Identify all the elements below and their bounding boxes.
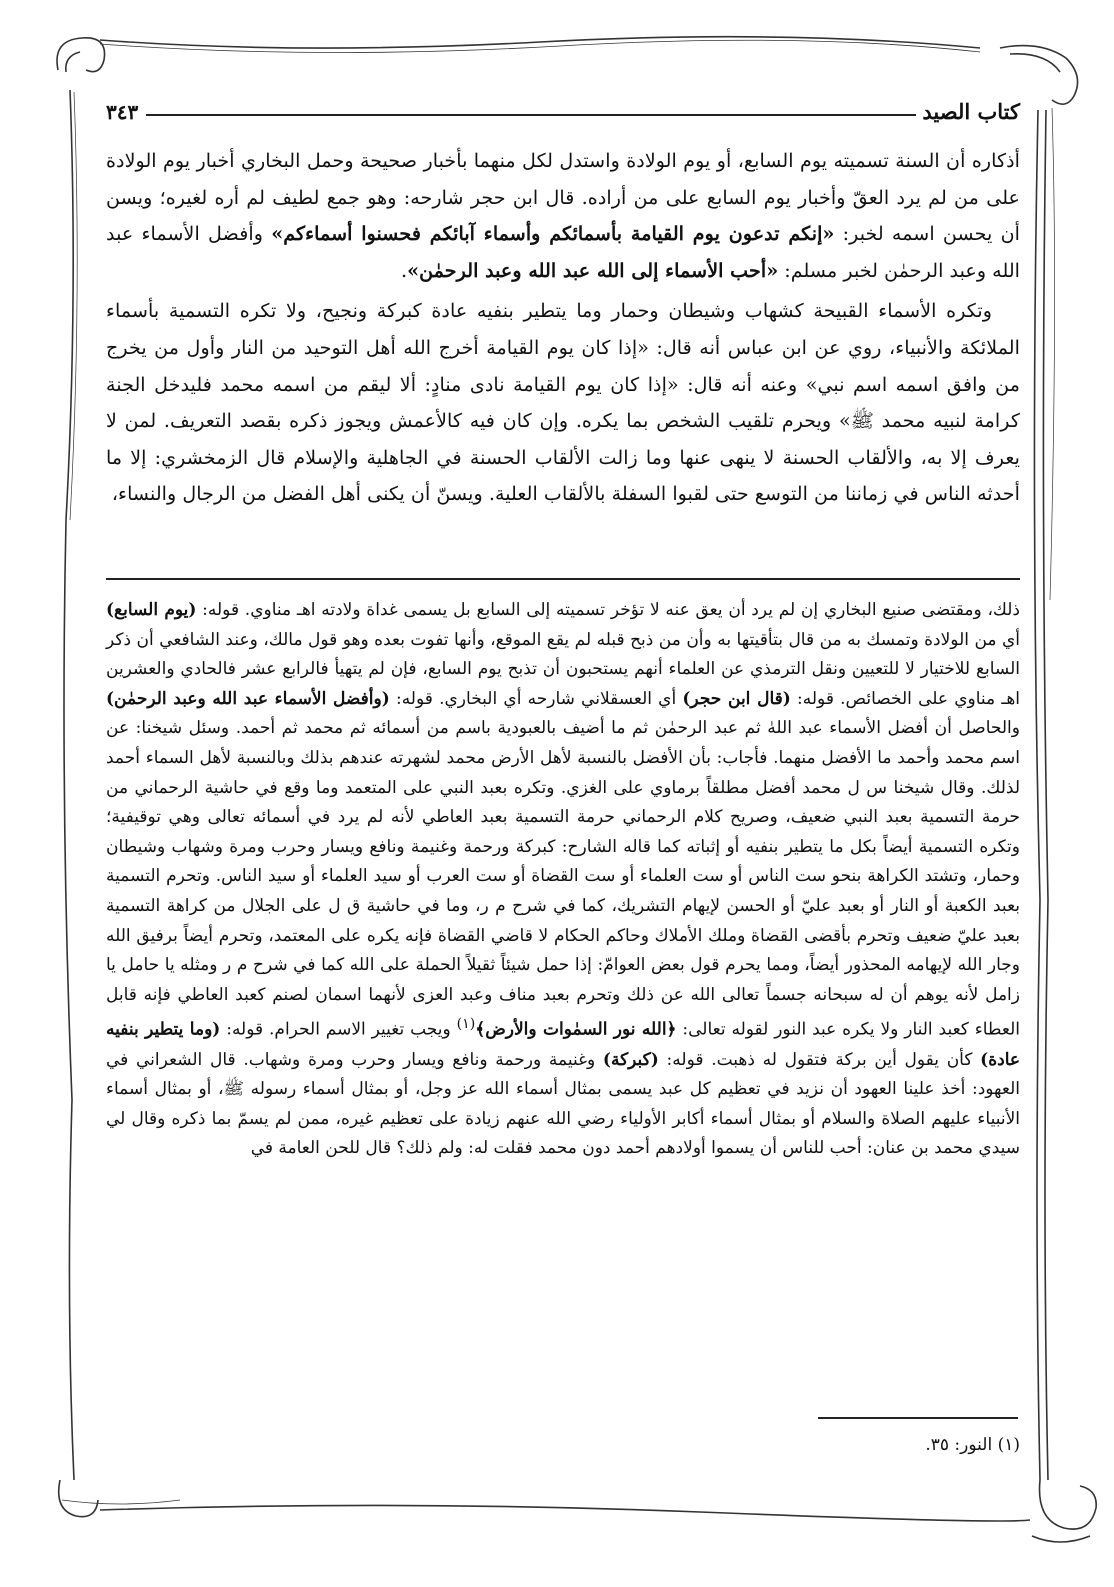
hadith-quote: «إذا كان يوم القيامة نادى منادٍ: ألا ليقم من اسمه محمد فليدخل الجنة كرامة لنبيه محمد ﷺ» [106,372,1020,433]
main-text-block [106,143,1020,513]
commentary-segment: والحاصل أن أفضل الأسماء عبد اللهٰ ثم عبد الرحمٰن ثم ما أضيف بالعبودية باسم من أسمائه ثم محمد ثم أحمد. وسئل شيخنا: عن اسم محمد وأحمد ما الأفضل منهما. فأجاب: بأن الأفضل بالنسبة لأهل الأرض محمد لشهرته عندهم بذلك وبالنسبة لأهل السماء أحمد لذلك. وقال شيخنا س ل محمد أفضل مطلقاً برماوي على الغزي. وتكره بعبد النبي على المتعمد وما وقع في حاشية الرحماني من حرمة التسمية بعبد النبي ضعيف، وصريح كلام الرحماني حرمة التسمية بعبد العاطي لأنه لم يرد في أسمائه تعالى وهي توقيفية؛ وتكره التسمية أيضاً بكل ما يتطير بنفيه أو إثباته كما قاله الشارح: كبركة ورحمة وغنيمة ونافع ويسار وحرب ومرة وشهاب وشيطان وحمار، وتشتد الكراهة بنحو ست الناس أو ست العلماء أو ست القضاة أو ست العرب أو سيد العلماء أو سيد الناس. وتحرم التسمية بعبد الكعبة أو النار أو بعبد عليّ أو الحسن لإيهام التشريك، كما في شرح م ر، وما في حاشية ق ل على الجلال من كراهة التسمية بعبد عليّ ضعيف وتحرم بأقضى القضاة وملك الأملاك وحاكم الحكام لا قاضي القضاة فإنه يكره على المعتمد، وتحرم أيضاً برفيق الله وجار الله لإيهامه المحذور أيضاً، ومما يحرم قول بعض العوامّ: إذا حمل شيئاً ثقيلاً الحملة على الله كما في شرح م ر ومثله يا حامل يا زامل لأنه يوهم أن له سبحانه جسماً تعالى الله عن ذلك وتحرم بعبد مناف وعبد العزى لأنهما اسمان لصنم كعبد العاطي فإنه قابل العطاء كعبد النار ولا يكره عبد النور لقوله تعالى: [106,718,1020,1040]
main-text-segment: وأفضل الأسماء عبد الله وعبد الرحمٰن لخبر مسلم: [106,222,1020,282]
main-text-segment: وعنه أنه قال: [687,372,798,396]
commentary-lemma: (قال ابن حجر) [682,688,791,709]
footnote: (١) النور: ٣٥. [925,1435,1020,1455]
commentary-lemma: (يوم السابع) [106,600,197,620]
commentary-block [106,596,1020,1164]
footnote-separator [818,1417,1018,1419]
footnote-marker: (١) [456,1016,476,1033]
commentary-segment: أي العسقلاني شارحه أي البخاري. قوله: [395,688,677,709]
commentary-segment: ويجب تغيير الاسم الحرام. قوله: [226,1019,451,1040]
main-paragraph [106,143,1020,289]
commentary-segment: أي من الولادة وتمسك به من قال بتأقيتها به وأن من ذبح قبله لم يقع الموقع، وأنها تفوت بعده وهو قول مالك، وعند الشافعي أن ذكر السابع للاختيار لا للتعيين ونقل الترمذي عن العلماء أنهم يستحبون أن تذبح يوم السابع، فإن لم يتهيأ فالرابع عشر فالحادي والعشرين اهـ مناوي على الخصائص. قوله: [106,629,1021,709]
commentary-lemma: (كبركة) [602,1049,659,1070]
main-text-segment: أذكاره أن السنة تسميته يوم السابع، أو يوم الولادة واستدل لكل منهما بأخبار صحيحة وحمل البخاري أخبار يوم الولادة على من لم يرد العقّ وأخبار يوم السابع على من أراده. قال ابن حجر شارحه: وهو جمع لطيف لم أره لغيره؛ ويسن أن يحسن اسمه لخبر: [106,149,1021,246]
chapter-title: كتاب الصيد [922,99,1020,124]
hadith-quote: «إنكم تدعون يوم القيامة بأسمائكم وأسماء آبائكم فحسنوا أسماءكم» [271,222,835,246]
commentary-segment: وغنيمة ورحمة ونافع ويسار وحرب ومرة وشهاب. قال الشعراني في العهود: أخذ علينا العهود أن نزيد في تعظيم كل عبد يسمى بمثال أسماء الله عز وجل، أو بمثال أسماء رسوله ﷺ، أو بمثال أسماء الأنبياء عليهم الصلاة والسلام أو بمثال أسماء أكابر الأولياء رضي الله عنهم زيادة على تعظيم غيره، ممن لم يسمّ بما ذكره وقال لي سيدي محمد بن عنان: أحب للناس أن يسموا أولادهم أحمد دون محمد فقلت له: ولم ذلك؟ قال للحن العامة في [106,1049,1020,1159]
quran-verse: ﴿الله نور السمٰوات والأرض﴾ [475,1019,677,1040]
running-header [106,92,1020,124]
hadith-quote: «أحب الأسماء إلى الله عبد الله وعبد الرحمٰن» [407,258,779,282]
main-paragraph [106,293,1020,513]
header-rule [146,114,916,116]
commentary-segment: ذلك، ومقتضى صنيع البخاري إن لم يرد أن يعق عنه لا تؤخر تسميته إلى السابع بل يسمى غداة ولادته اهـ مناوي. قوله: [202,600,1021,620]
main-text-segment: وتكره الأسماء القبيحة كشهاب وشيطان وحمار وما يتطير بنفيه عادة كبركة ونجيح، ولا تكره التسمية بأسماء الملائكة والأنبياء، روي عن ابن عباس أنه قال: [106,299,1020,359]
commentary-segment: كأن يقول أين بركة فتقول له ذهبت. قوله: [666,1049,973,1070]
hadith-quote: «إذا كان يوم القيامة أخرج الله أهل التوحيد من النار وأول من يخرج من وافق اسمه اسم نبي» [106,335,1021,396]
commentary-lemma: (وما يتطير بنفيه عادة) [106,1019,1021,1070]
main-text-segment: . [400,258,408,282]
commentary-lemma: (وأفضل الأسماء عبد الله وعبد الرحمٰن) [106,688,390,709]
commentary-separator [106,578,1020,580]
commentary-paragraph [106,596,1020,1164]
main-text-segment: ويحرم تلقيب الشخص بما يكره. وإن كان فيه كالأعمش ويجوز ذكره بقصد التعريف. لمن لا يعرف إلا به، والألقاب الحسنة لا ينهى عنها وما زالت الألقاب الحسنة في الجاهلية والإسلام قال الزمخشري: إلا ما أحدثه الناس في زماننا من التوسع حتى لقبوا السفلة بالألقاب العلية. ويسنّ أن يكنى أهل الفضل من الرجال والنساء، [106,409,1020,506]
page-number: ٣٤٣ [106,100,139,124]
